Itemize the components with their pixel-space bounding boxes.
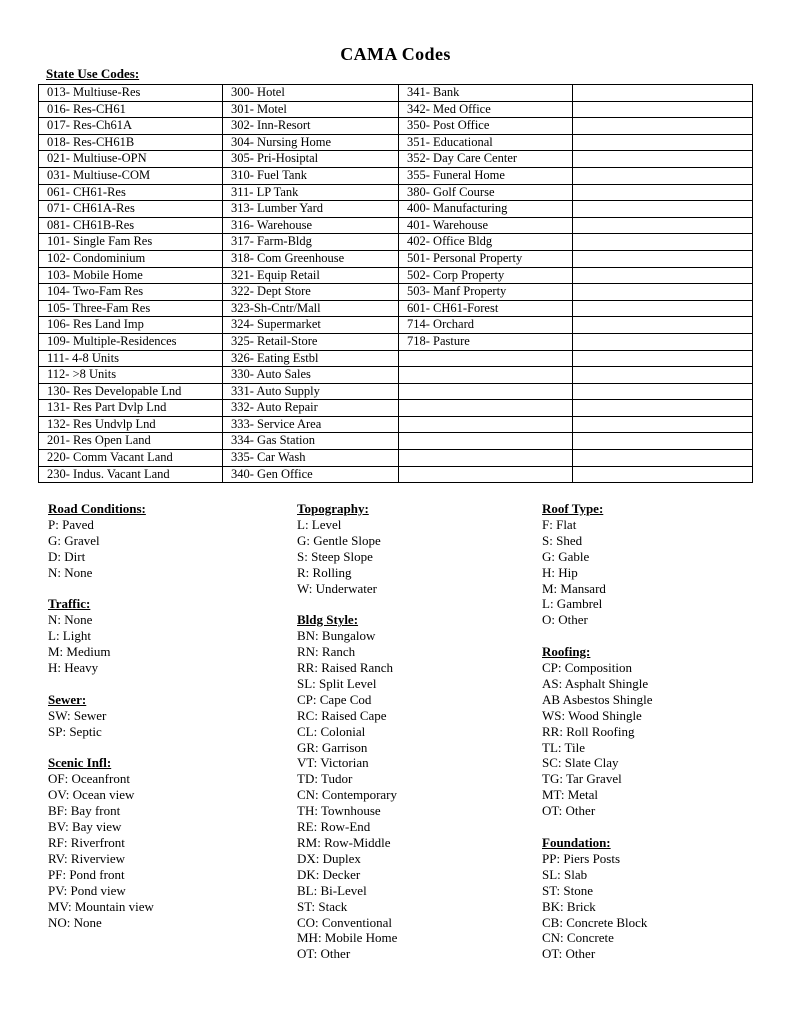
table-cell: 220- Comm Vacant Land (39, 450, 223, 467)
table-cell (573, 217, 753, 234)
table-cell (399, 367, 573, 384)
section-heading: Sewer: (48, 691, 87, 707)
page-title: CAMA Codes (340, 44, 451, 64)
list-item: DX: Duplex (297, 850, 361, 866)
list-item: N: None (48, 612, 93, 628)
table-row (39, 333, 753, 350)
table-cell: 016- Res-CH61 (39, 101, 223, 118)
table-cell: 326- Eating Estbl (223, 350, 399, 367)
table-row (39, 234, 753, 251)
code-section (297, 612, 397, 962)
table-cell: 310- Fuel Tank (223, 167, 399, 184)
list-item: CN: Contemporary (297, 787, 398, 803)
table-cell: 302- Inn-Resort (223, 118, 399, 135)
table-cell: 106- Res Land Imp (39, 317, 223, 334)
table-row (39, 400, 753, 417)
table-cell (573, 284, 753, 301)
list-item: ST: Stack (297, 898, 348, 914)
list-item: O: Other (542, 612, 588, 628)
section-heading: Bldg Style: (297, 612, 359, 628)
list-item: VT: Victorian (297, 755, 369, 771)
code-section (48, 692, 154, 740)
table-cell: 305- Pri-Hosiptal (223, 151, 399, 168)
list-item: OT: Other (542, 946, 596, 962)
list-item: TG: Tar Gravel (542, 771, 622, 787)
list-item: CO: Conventional (297, 914, 392, 930)
table-cell: 311- LP Tank (223, 184, 399, 201)
table-row (39, 300, 753, 317)
table-cell (573, 85, 753, 102)
table-row (39, 284, 753, 301)
table-cell: 321- Equip Retail (223, 267, 399, 284)
table-cell (573, 118, 753, 135)
list-item: M: Medium (48, 644, 111, 660)
list-item: CN: Concrete (542, 930, 614, 946)
table-cell: 340- Gen Office (223, 466, 399, 483)
table-cell: 018- Res-CH61B (39, 134, 223, 151)
list-item: OT: Other (297, 946, 351, 962)
table-cell (573, 433, 753, 450)
table-cell: 342- Med Office (399, 101, 573, 118)
table-row (39, 217, 753, 234)
table-cell: 352- Day Care Center (399, 151, 573, 168)
table-cell (573, 450, 753, 467)
section-heading: Scenic Infl: (48, 755, 112, 771)
table-cell: 130- Res Developable Lnd (39, 383, 223, 400)
table-cell (573, 367, 753, 384)
table-cell: 313- Lumber Yard (223, 201, 399, 218)
table-row (39, 317, 753, 334)
list-item: OF: Oceanfront (48, 771, 130, 787)
table-cell: 318- Com Greenhouse (223, 250, 399, 267)
table-cell: 331- Auto Supply (223, 383, 399, 400)
list-item: M: Mansard (542, 580, 606, 596)
list-item: R: Rolling (297, 564, 352, 580)
list-item: CB: Concrete Block (542, 914, 648, 930)
list-item: G: Gable (542, 548, 590, 564)
table-cell (399, 350, 573, 367)
table-cell (399, 400, 573, 417)
table-cell: 325- Retail-Store (223, 333, 399, 350)
section-heading: Roof Type: (542, 501, 604, 516)
table-cell: 317- Farm-Bldg (223, 234, 399, 251)
table-cell (573, 333, 753, 350)
list-item: SW: Sewer (48, 707, 107, 723)
table-cell: 718- Pasture (399, 333, 573, 350)
list-item: RN: Ranch (297, 644, 356, 660)
list-item: PF: Pond front (48, 866, 125, 882)
table-cell: 111- 4-8 Units (39, 350, 223, 367)
list-item: N: None (48, 564, 93, 580)
code-list-column-right (542, 501, 653, 962)
code-section (542, 644, 653, 819)
table-cell (399, 433, 573, 450)
list-item: BV: Bay view (48, 819, 122, 835)
list-item: PP: Piers Posts (542, 850, 621, 866)
list-item: TH: Townhouse (297, 803, 381, 819)
table-cell: 021- Multiuse-OPN (39, 151, 223, 168)
list-item: PV: Pond view (48, 882, 126, 898)
list-item: RC: Raised Cape (297, 707, 387, 723)
list-item: SL: Slab (542, 866, 588, 882)
list-item: TD: Tudor (297, 771, 353, 787)
state-use-codes-heading: State Use Codes: (46, 66, 140, 81)
table-cell: 061- CH61-Res (39, 184, 223, 201)
section-heading: Topography: (297, 501, 369, 516)
code-section (542, 835, 653, 962)
table-cell (399, 416, 573, 433)
section-heading: Foundation: (542, 835, 611, 850)
code-section (542, 501, 653, 628)
table-cell: 330- Auto Sales (223, 367, 399, 384)
table-row (39, 383, 753, 400)
table-cell (573, 250, 753, 267)
list-item: L: Light (48, 628, 91, 644)
list-item: CP: Cape Cod (297, 691, 372, 707)
table-cell: 333- Service Area (223, 416, 399, 433)
list-item: G: Gravel (48, 532, 100, 548)
table-cell: 335- Car Wash (223, 450, 399, 467)
table-row (39, 433, 753, 450)
list-item: BL: Bi-Level (297, 882, 367, 898)
table-cell: 101- Single Fam Res (39, 234, 223, 251)
table-cell: 132- Res Undvlp Lnd (39, 416, 223, 433)
table-cell: 300- Hotel (223, 85, 399, 102)
list-item: GR: Garrison (297, 739, 368, 755)
table-cell: 105- Three-Fam Res (39, 300, 223, 317)
list-item: MH: Mobile Home (297, 930, 398, 946)
table-row (39, 267, 753, 284)
table-cell (573, 466, 753, 483)
section-heading: Road Conditions: (48, 501, 146, 516)
table-cell (573, 151, 753, 168)
list-item: MV: Mountain view (48, 898, 154, 914)
table-cell (573, 416, 753, 433)
table-cell (573, 400, 753, 417)
table-cell (399, 383, 573, 400)
list-item: TL: Tile (542, 739, 585, 755)
table-cell: 081- CH61B-Res (39, 217, 223, 234)
list-item: RF: Riverfront (48, 834, 125, 850)
list-item: RM: Row-Middle (297, 835, 391, 851)
list-item: F: Flat (542, 516, 577, 532)
table-cell (573, 101, 753, 118)
table-cell: 071- CH61A-Res (39, 201, 223, 218)
list-item: NO: None (48, 914, 102, 930)
table-cell: 401- Warehouse (399, 217, 573, 234)
list-item: AS: Asphalt Shingle (542, 675, 649, 691)
table-row (39, 350, 753, 367)
list-item: WS: Wood Shingle (542, 707, 642, 723)
table-cell (573, 167, 753, 184)
table-cell: 103- Mobile Home (39, 267, 223, 284)
list-item: SL: Split Level (297, 675, 377, 691)
list-item: OV: Ocean view (48, 787, 135, 803)
table-row (39, 450, 753, 467)
table-cell: 017- Res-Ch61A (39, 118, 223, 135)
list-item: D: Dirt (48, 548, 86, 564)
list-item: RV: Riverview (48, 850, 126, 866)
list-item: ST: Stone (542, 882, 593, 898)
table-row (39, 151, 753, 168)
table-cell: 316- Warehouse (223, 217, 399, 234)
table-cell (399, 450, 573, 467)
table-cell: 503- Manf Property (399, 284, 573, 301)
section-heading: Roofing: (542, 644, 591, 660)
list-item: CP: Composition (542, 660, 632, 676)
table-cell: 501- Personal Property (399, 250, 573, 267)
table-row (39, 416, 753, 433)
table-cell (573, 267, 753, 284)
code-section (48, 501, 154, 581)
table-row (39, 367, 753, 384)
table-cell: 350- Post Office (399, 118, 573, 135)
list-item: S: Steep Slope (297, 548, 373, 564)
list-item: G: Gentle Slope (297, 532, 381, 548)
list-item: RE: Row-End (297, 819, 371, 835)
table-cell: 334- Gas Station (223, 433, 399, 450)
code-list-column-middle (297, 501, 397, 962)
list-item: MT: Metal (542, 787, 599, 803)
section-heading: Traffic: (48, 596, 91, 612)
table-row (39, 101, 753, 118)
table-cell (573, 383, 753, 400)
table-cell: 104- Two-Fam Res (39, 284, 223, 301)
state-use-codes-table (38, 84, 753, 483)
table-cell (573, 317, 753, 334)
list-item: BN: Bungalow (297, 628, 376, 644)
list-item: H: Hip (542, 564, 578, 580)
list-item: W: Underwater (297, 580, 378, 596)
list-item: DK: Decker (297, 866, 361, 882)
table-cell: 304- Nursing Home (223, 134, 399, 151)
table-cell: 714- Orchard (399, 317, 573, 334)
table-cell: 341- Bank (399, 85, 573, 102)
code-section (48, 755, 154, 930)
table-cell (573, 234, 753, 251)
list-item: P: Paved (48, 516, 94, 532)
list-item: OT: Other (542, 803, 596, 819)
table-cell: 324- Supermarket (223, 317, 399, 334)
table-cell: 601- CH61-Forest (399, 300, 573, 317)
table-cell: 031- Multiuse-COM (39, 167, 223, 184)
table-cell (573, 184, 753, 201)
list-item: H: Heavy (48, 660, 99, 676)
list-item: RR: Raised Ranch (297, 660, 394, 676)
table-row (39, 466, 753, 483)
table-row (39, 250, 753, 267)
list-item: BK: Brick (542, 898, 596, 914)
table-cell: 323-Sh-Cntr/Mall (223, 300, 399, 317)
table-cell: 102- Condominium (39, 250, 223, 267)
table-row (39, 167, 753, 184)
table-cell: 351- Educational (399, 134, 573, 151)
table-cell: 112- >8 Units (39, 367, 223, 384)
table-cell: 355- Funeral Home (399, 167, 573, 184)
table-cell: 230- Indus. Vacant Land (39, 466, 223, 483)
list-item: L: Level (297, 516, 342, 532)
list-item: RR: Roll Roofing (542, 723, 635, 739)
list-item: SC: Slate Clay (542, 755, 619, 771)
list-item: CL: Colonial (297, 723, 366, 739)
table-cell: 380- Golf Course (399, 184, 573, 201)
table-cell (573, 201, 753, 218)
table-cell (573, 134, 753, 151)
table-cell: 131- Res Part Dvlp Lnd (39, 400, 223, 417)
table-cell: 502- Corp Property (399, 267, 573, 284)
table-row (39, 201, 753, 218)
list-item: AB Asbestos Shingle (542, 691, 653, 707)
table-row (39, 134, 753, 151)
table-cell: 400- Manufacturing (399, 201, 573, 218)
table-row (39, 85, 753, 102)
table-cell: 109- Multiple-Residences (39, 333, 223, 350)
list-item: S: Shed (542, 532, 583, 548)
table-cell (399, 466, 573, 483)
table-cell: 013- Multiuse-Res (39, 85, 223, 102)
table-cell (573, 300, 753, 317)
code-section (48, 596, 154, 676)
table-cell: 201- Res Open Land (39, 433, 223, 450)
table-cell: 322- Dept Store (223, 284, 399, 301)
table-cell: 402- Office Bldg (399, 234, 573, 251)
table-cell: 301- Motel (223, 101, 399, 118)
list-item: BF: Bay front (48, 803, 121, 819)
list-item: SP: Septic (48, 723, 102, 739)
code-list-column-left (48, 501, 154, 930)
table-row (39, 118, 753, 135)
code-section (297, 501, 397, 596)
table-cell (573, 350, 753, 367)
list-item: L: Gambrel (542, 596, 603, 612)
table-row (39, 184, 753, 201)
table-cell: 332- Auto Repair (223, 400, 399, 417)
